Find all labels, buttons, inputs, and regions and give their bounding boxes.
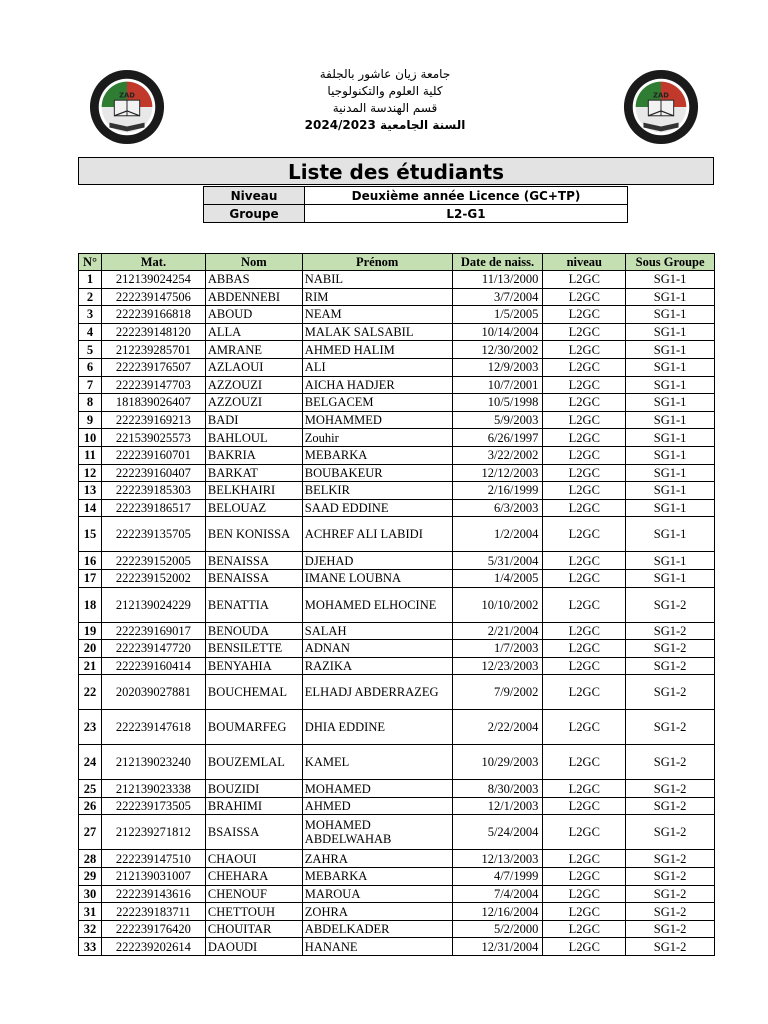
table-row [79,815,715,850]
cell-birth-date: 6/3/2003 [452,499,543,517]
cell-sous-groupe: SG1-2 [626,745,715,780]
university-logo-left [88,68,166,146]
cell-birth-date: 6/26/1997 [452,429,543,447]
cell-row-number: 26 [79,797,102,815]
cell-birth-date: 5/9/2003 [452,411,543,429]
cell-prenom: ZAHRA [302,850,452,868]
cell-prenom: ALI [302,358,452,376]
cell-birth-date: 10/10/2002 [452,587,543,622]
cell-prenom: AICHA HADJER [302,376,452,394]
cell-birth-date: 12/13/2003 [452,850,543,868]
cell-row-number: 28 [79,850,102,868]
cell-nom: AZLAOUI [205,358,302,376]
cell-niveau: L2GC [543,885,626,903]
table-row [79,587,715,622]
cell-sous-groupe: SG1-2 [626,710,715,745]
cell-sous-groupe: SG1-1 [626,552,715,570]
cell-birth-date: 1/4/2005 [452,569,543,587]
cell-prenom: DHIA EDDINE [302,710,452,745]
cell-sous-groupe: SG1-1 [626,569,715,587]
cell-birth-date: 1/7/2003 [452,640,543,658]
niveau-value: Deuxième année Licence (GC+TP) [305,187,628,205]
cell-matricule: 222239176507 [101,358,205,376]
cell-nom: BRAHIMI [205,797,302,815]
col-header-matricule: Mat. [101,254,205,271]
cell-birth-date: 2/22/2004 [452,710,543,745]
cell-row-number: 4 [79,323,102,341]
cell-nom: BELOUAZ [205,499,302,517]
cell-row-number: 33 [79,938,102,956]
cell-row-number: 10 [79,429,102,447]
cell-niveau: L2GC [543,622,626,640]
cell-matricule: 181839026407 [101,394,205,412]
cell-sous-groupe: SG1-1 [626,323,715,341]
cell-matricule: 222239147618 [101,710,205,745]
col-header-date: Date de naiss. [452,254,543,271]
cell-nom: BOUZIDI [205,780,302,798]
cell-birth-date: 4/7/1999 [452,868,543,886]
table-row [79,517,715,552]
cell-row-number: 9 [79,411,102,429]
niveau-label: Niveau [204,187,305,205]
cell-row-number: 22 [79,675,102,710]
cell-prenom: MOHAMED ELHOCINE [302,587,452,622]
cell-niveau: L2GC [543,745,626,780]
cell-birth-date: 2/21/2004 [452,622,543,640]
level-group-box [203,186,628,223]
cell-row-number: 12 [79,464,102,482]
cell-prenom: SALAH [302,622,452,640]
cell-niveau: L2GC [543,850,626,868]
cell-sous-groupe: SG1-1 [626,446,715,464]
cell-nom: BOUCHEMAL [205,675,302,710]
table-row [79,376,715,394]
cell-prenom: SAAD EDDINE [302,499,452,517]
cell-nom: ABOUD [205,306,302,324]
cell-matricule: 212139023240 [101,745,205,780]
cell-sous-groupe: SG1-1 [626,499,715,517]
cell-birth-date: 10/7/2001 [452,376,543,394]
cell-nom: BENATTIA [205,587,302,622]
cell-niveau: L2GC [543,411,626,429]
cell-sous-groupe: SG1-2 [626,587,715,622]
cell-niveau: L2GC [543,446,626,464]
table-row [79,552,715,570]
cell-niveau: L2GC [543,429,626,447]
cell-nom: BEN KONISSA [205,517,302,552]
table-row [79,920,715,938]
cell-birth-date: 12/16/2004 [452,903,543,921]
cell-sous-groupe: SG1-2 [626,657,715,675]
cell-row-number: 17 [79,569,102,587]
cell-nom: CHENOUF [205,885,302,903]
cell-sous-groupe: SG1-2 [626,675,715,710]
table-row [79,288,715,306]
cell-prenom: BELGACEM [302,394,452,412]
cell-niveau: L2GC [543,306,626,324]
cell-birth-date: 5/31/2004 [452,552,543,570]
cell-prenom: MOHAMED ABDELWAHAB [302,815,452,850]
table-row [79,710,715,745]
table-row [79,358,715,376]
cell-nom: ABBAS [205,271,302,289]
cell-matricule: 222239185303 [101,482,205,500]
cell-prenom: RIM [302,288,452,306]
cell-nom: CHAOUI [205,850,302,868]
cell-birth-date: 5/2/2000 [452,920,543,938]
cell-row-number: 21 [79,657,102,675]
cell-niveau: L2GC [543,376,626,394]
cell-row-number: 16 [79,552,102,570]
cell-niveau: L2GC [543,938,626,956]
cell-matricule: 222239160407 [101,464,205,482]
cell-niveau: L2GC [543,499,626,517]
page-title: Liste des étudiants [78,157,714,185]
cell-sous-groupe: SG1-2 [626,938,715,956]
cell-birth-date: 3/22/2002 [452,446,543,464]
cell-matricule: 222239176420 [101,920,205,938]
table-row [79,499,715,517]
cell-nom: CHOUITAR [205,920,302,938]
cell-row-number: 5 [79,341,102,359]
table-row [79,429,715,447]
table-row [79,675,715,710]
cell-sous-groupe: SG1-1 [626,429,715,447]
table-header-row [79,254,715,271]
cell-nom: BAKRIA [205,446,302,464]
cell-prenom: ABDELKADER [302,920,452,938]
cell-niveau: L2GC [543,271,626,289]
cell-row-number: 1 [79,271,102,289]
cell-niveau: L2GC [543,587,626,622]
table-row [79,394,715,412]
cell-prenom: MEBARKA [302,868,452,886]
cell-birth-date: 10/29/2003 [452,745,543,780]
cell-sous-groupe: SG1-2 [626,640,715,658]
cell-matricule: 212139024254 [101,271,205,289]
department-name: قسم الهندسة المدنية [332,101,438,115]
cell-row-number: 32 [79,920,102,938]
cell-niveau: L2GC [543,868,626,886]
cell-matricule: 222239143616 [101,885,205,903]
cell-nom: BENAISSA [205,569,302,587]
cell-nom: BOUZEMLAL [205,745,302,780]
cell-row-number: 7 [79,376,102,394]
cell-prenom: ADNAN [302,640,452,658]
cell-prenom: MOHAMMED [302,411,452,429]
cell-prenom: IMANE LOUBNA [302,569,452,587]
col-header-prenom: Prénom [302,254,452,271]
table-row [79,903,715,921]
cell-row-number: 14 [79,499,102,517]
cell-row-number: 19 [79,622,102,640]
cell-birth-date: 8/30/2003 [452,780,543,798]
cell-birth-date: 7/4/2004 [452,885,543,903]
table-row [79,797,715,815]
cell-prenom: ZOHRA [302,903,452,921]
cell-row-number: 29 [79,868,102,886]
cell-prenom: RAZIKA [302,657,452,675]
cell-row-number: 3 [79,306,102,324]
cell-row-number: 30 [79,885,102,903]
col-header-nom: Nom [205,254,302,271]
cell-matricule: 222239160701 [101,446,205,464]
table-row [79,622,715,640]
cell-matricule: 212139031007 [101,868,205,886]
cell-row-number: 8 [79,394,102,412]
cell-nom: ALLA [205,323,302,341]
table-row [79,850,715,868]
col-header-number: N° [79,254,102,271]
cell-nom: BAHLOUL [205,429,302,447]
cell-birth-date: 12/30/2002 [452,341,543,359]
academic-year: السنة الجامعية 2024/2023 [304,118,466,132]
cell-niveau: L2GC [543,323,626,341]
cell-birth-date: 10/14/2004 [452,323,543,341]
cell-niveau: L2GC [543,920,626,938]
cell-prenom: HANANE [302,938,452,956]
cell-prenom: ELHADJ ABDERRAZEG [302,675,452,710]
cell-row-number: 18 [79,587,102,622]
cell-prenom: ACHREF ALI LABIDI [302,517,452,552]
table-row [79,938,715,956]
cell-niveau: L2GC [543,288,626,306]
cell-row-number: 11 [79,446,102,464]
cell-matricule: 212139023338 [101,780,205,798]
cell-sous-groupe: SG1-2 [626,885,715,903]
svg-text:ZAD: ZAD [119,91,135,100]
cell-niveau: L2GC [543,710,626,745]
cell-nom: AMRANE [205,341,302,359]
cell-nom: AZZOUZI [205,376,302,394]
cell-matricule: 222239148120 [101,323,205,341]
cell-prenom: BOUBAKEUR [302,464,452,482]
cell-nom: BENYAHIA [205,657,302,675]
cell-sous-groupe: SG1-2 [626,815,715,850]
cell-matricule: 222239202614 [101,938,205,956]
groupe-label: Groupe [204,205,305,223]
cell-nom: BSAISSA [205,815,302,850]
cell-nom: CHETTOUH [205,903,302,921]
cell-birth-date: 1/2/2004 [452,517,543,552]
cell-matricule: 222239147703 [101,376,205,394]
cell-sous-groupe: SG1-1 [626,482,715,500]
table-row [79,446,715,464]
university-logo-right [622,68,700,146]
table-row [79,464,715,482]
table-row [79,657,715,675]
cell-niveau: L2GC [543,797,626,815]
cell-row-number: 25 [79,780,102,798]
table-row [79,323,715,341]
cell-matricule: 222239135705 [101,517,205,552]
cell-birth-date: 12/31/2004 [452,938,543,956]
cell-row-number: 24 [79,745,102,780]
table-row [79,482,715,500]
cell-row-number: 2 [79,288,102,306]
cell-niveau: L2GC [543,569,626,587]
col-header-niveau: niveau [543,254,626,271]
cell-sous-groupe: SG1-1 [626,288,715,306]
table-row [79,341,715,359]
cell-matricule: 222239152005 [101,552,205,570]
cell-nom: AZZOUZI [205,394,302,412]
groupe-value: L2-G1 [305,205,628,223]
cell-niveau: L2GC [543,815,626,850]
cell-prenom: AHMED HALIM [302,341,452,359]
cell-nom: DAOUDI [205,938,302,956]
cell-nom: BENAISSA [205,552,302,570]
cell-prenom: DJEHAD [302,552,452,570]
cell-sous-groupe: SG1-1 [626,464,715,482]
cell-sous-groupe: SG1-2 [626,780,715,798]
cell-sous-groupe: SG1-1 [626,376,715,394]
table-row [79,868,715,886]
cell-niveau: L2GC [543,358,626,376]
cell-niveau: L2GC [543,903,626,921]
cell-prenom: KAMEL [302,745,452,780]
cell-niveau: L2GC [543,464,626,482]
cell-sous-groupe: SG1-2 [626,920,715,938]
cell-birth-date: 12/12/2003 [452,464,543,482]
cell-matricule: 222239147506 [101,288,205,306]
cell-prenom: BELKIR [302,482,452,500]
cell-niveau: L2GC [543,394,626,412]
cell-matricule: 222239169017 [101,622,205,640]
table-row [79,569,715,587]
cell-sous-groupe: SG1-1 [626,271,715,289]
cell-niveau: L2GC [543,780,626,798]
table-row [79,306,715,324]
cell-prenom: MALAK SALSABIL [302,323,452,341]
cell-matricule: 212239271812 [101,815,205,850]
cell-prenom: NEAM [302,306,452,324]
cell-prenom: MOHAMED [302,780,452,798]
cell-row-number: 6 [79,358,102,376]
faculty-name: كلية العلوم والتكنولوجيا [327,84,443,98]
cell-sous-groupe: SG1-1 [626,517,715,552]
cell-birth-date: 10/5/1998 [452,394,543,412]
cell-matricule: 212139024229 [101,587,205,622]
cell-birth-date: 12/1/2003 [452,797,543,815]
institution-header [250,66,520,134]
table-row [79,780,715,798]
cell-sous-groupe: SG1-2 [626,903,715,921]
cell-matricule: 222239166818 [101,306,205,324]
cell-matricule: 222239160414 [101,657,205,675]
cell-niveau: L2GC [543,341,626,359]
cell-sous-groupe: SG1-1 [626,306,715,324]
cell-niveau: L2GC [543,517,626,552]
cell-sous-groupe: SG1-1 [626,358,715,376]
cell-sous-groupe: SG1-1 [626,394,715,412]
cell-nom: ABDENNEBI [205,288,302,306]
cell-matricule: 202039027881 [101,675,205,710]
cell-birth-date: 7/9/2002 [452,675,543,710]
cell-prenom: Zouhir [302,429,452,447]
cell-matricule: 222239147510 [101,850,205,868]
university-name: جامعة زيان عاشور بالجلفة [319,67,451,81]
cell-sous-groupe: SG1-2 [626,850,715,868]
cell-matricule: 212239285701 [101,341,205,359]
table-row [79,271,715,289]
table-row [79,640,715,658]
cell-matricule: 222239169213 [101,411,205,429]
cell-birth-date: 11/13/2000 [452,271,543,289]
col-header-sous-groupe: Sous Groupe [626,254,715,271]
cell-matricule: 222239173505 [101,797,205,815]
cell-matricule: 222239186517 [101,499,205,517]
cell-nom: BARKAT [205,464,302,482]
cell-birth-date: 5/24/2004 [452,815,543,850]
cell-prenom: MEBARKA [302,446,452,464]
cell-row-number: 20 [79,640,102,658]
cell-niveau: L2GC [543,482,626,500]
cell-row-number: 13 [79,482,102,500]
cell-matricule: 222239152002 [101,569,205,587]
cell-matricule: 222239183711 [101,903,205,921]
cell-niveau: L2GC [543,657,626,675]
cell-prenom: MAROUA [302,885,452,903]
cell-birth-date: 1/5/2005 [452,306,543,324]
cell-nom: CHEHARA [205,868,302,886]
cell-nom: BOUMARFEG [205,710,302,745]
cell-sous-groupe: SG1-2 [626,868,715,886]
cell-birth-date: 12/9/2003 [452,358,543,376]
cell-nom: BENSILETTE [205,640,302,658]
table-row [79,745,715,780]
student-table-body [79,271,715,956]
cell-niveau: L2GC [543,640,626,658]
cell-sous-groupe: SG1-2 [626,797,715,815]
svg-text:ZAD: ZAD [653,91,669,100]
cell-birth-date: 2/16/1999 [452,482,543,500]
cell-sous-groupe: SG1-1 [626,341,715,359]
cell-nom: BELKHAIRI [205,482,302,500]
cell-sous-groupe: SG1-2 [626,622,715,640]
cell-niveau: L2GC [543,552,626,570]
cell-nom: BADI [205,411,302,429]
cell-row-number: 15 [79,517,102,552]
cell-birth-date: 12/23/2003 [452,657,543,675]
cell-sous-groupe: SG1-1 [626,411,715,429]
cell-matricule: 222239147720 [101,640,205,658]
table-row [79,411,715,429]
table-row [79,885,715,903]
student-table [78,253,715,956]
cell-matricule: 221539025573 [101,429,205,447]
cell-niveau: L2GC [543,675,626,710]
cell-row-number: 27 [79,815,102,850]
cell-row-number: 23 [79,710,102,745]
cell-prenom: AHMED [302,797,452,815]
cell-row-number: 31 [79,903,102,921]
cell-nom: BENOUDA [205,622,302,640]
cell-birth-date: 3/7/2004 [452,288,543,306]
cell-prenom: NABIL [302,271,452,289]
